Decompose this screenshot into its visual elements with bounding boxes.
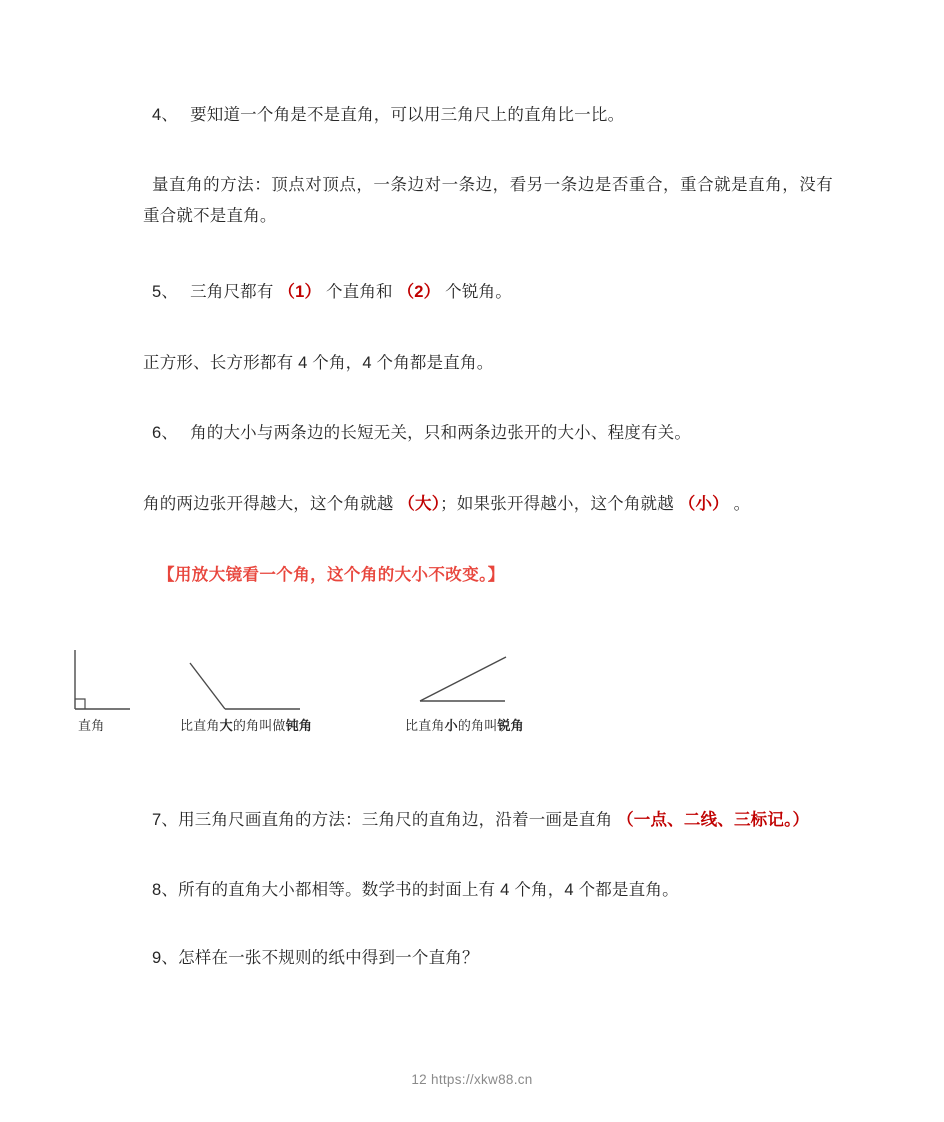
item-5-text-b: 个直角和 — [325, 283, 393, 301]
right-angle-caption-text: 直角 — [78, 718, 105, 733]
obtuse-caption-b: 的角叫做 — [232, 718, 286, 733]
figure-right-angle — [60, 645, 180, 734]
open-note-line — [143, 489, 843, 520]
obtuse-caption-em2: 钝角 — [285, 718, 313, 733]
paragraph-item-5 — [152, 277, 832, 308]
acute-caption-em2: 锐角 — [497, 718, 524, 733]
acute-caption-b: 的角叫 — [457, 718, 498, 733]
acute-caption-em1: 小 — [444, 718, 458, 733]
open-note-blank-1: （大） — [398, 495, 441, 513]
figure-obtuse-angle — [180, 645, 390, 734]
obtuse-caption-a: 比直角 — [180, 718, 220, 733]
item-8-number: 8、 — [152, 881, 179, 899]
magnifier-note-text: 【用放大镜看一个角，这个角的大小不改变。】 — [158, 566, 505, 584]
acute-angle-icon — [405, 645, 625, 715]
angle-diagram-row — [60, 645, 700, 745]
item-4-number: 4、 — [152, 106, 179, 124]
measure-method-text: 量直角的方法：顶点对顶点，一条边对一条边，看另一条边是否重合，重合就是直角，没有重合就不是直角。 — [143, 176, 833, 226]
acute-caption-a: 比直角 — [405, 718, 445, 733]
item-5-text-c: 个锐角。 — [445, 283, 512, 301]
paragraph-open-note — [143, 489, 843, 520]
item-7-line — [152, 805, 852, 836]
paragraph-magnifier-note — [158, 560, 848, 591]
paragraph-item-4 — [152, 100, 832, 131]
item-6-text: 角的大小与两条边的长短无关，只和两条边张开的大小、程度有关。 — [190, 424, 692, 442]
paragraph-measure-method — [143, 170, 833, 233]
item-8-line — [152, 875, 842, 906]
obtuse-caption-em1: 大 — [219, 718, 233, 733]
figure-acute-angle — [405, 645, 635, 734]
item-9-number: 9、 — [152, 949, 179, 967]
item-9-line — [152, 943, 842, 974]
obtuse-angle-icon — [180, 645, 380, 715]
item-5-blank-1: （1） — [278, 283, 322, 301]
item-5-text-a: 三角尺都有 — [190, 283, 274, 301]
item-5-line — [152, 277, 832, 308]
footer-watermark: 12 https://xkw88.cn — [411, 1072, 533, 1087]
open-note-text-a: 角的两边张开得越大，这个角就越 — [143, 495, 394, 513]
item-4-text: 要知道一个角是不是直角，可以用三角尺上的直角比一比。 — [190, 106, 625, 124]
item-6-line — [152, 418, 842, 449]
item-4-line — [152, 100, 832, 131]
item-7-red-text: （一点、二线、三标记。） — [617, 811, 810, 829]
item-7-text: 用三角尺画直角的方法：三角尺的直角边，沿着一画是直角 — [178, 811, 613, 829]
item-5-number: 5、 — [152, 283, 179, 301]
open-note-text-b: ；如果张开得越小，这个角就越 — [440, 495, 674, 513]
acute-angle-caption — [405, 718, 635, 734]
item-5-blank-2: （2） — [397, 283, 441, 301]
item-7-number: 7、 — [152, 811, 179, 829]
item-9-text: 怎样在一张不规则的纸中得到一个直角？ — [178, 949, 479, 967]
paragraph-item-9 — [152, 943, 842, 974]
item-8-text: 所有的直角大小都相等。数学书的封面上有 4 个角，4 个都是直角。 — [178, 881, 679, 899]
right-angle-icon — [60, 645, 170, 715]
open-note-text-c: 。 — [733, 495, 751, 513]
paragraph-item-7 — [152, 805, 852, 836]
open-note-blank-2: （小） — [678, 495, 729, 513]
paragraph-item-8 — [152, 875, 842, 906]
paragraph-square-note — [143, 348, 833, 379]
obtuse-angle-caption — [180, 718, 390, 734]
right-angle-caption — [78, 718, 180, 734]
paragraph-item-6 — [152, 418, 842, 449]
item-6-number: 6、 — [152, 424, 179, 442]
square-note-text: 正方形、长方形都有 4 个角，4 个角都是直角。 — [143, 354, 494, 372]
